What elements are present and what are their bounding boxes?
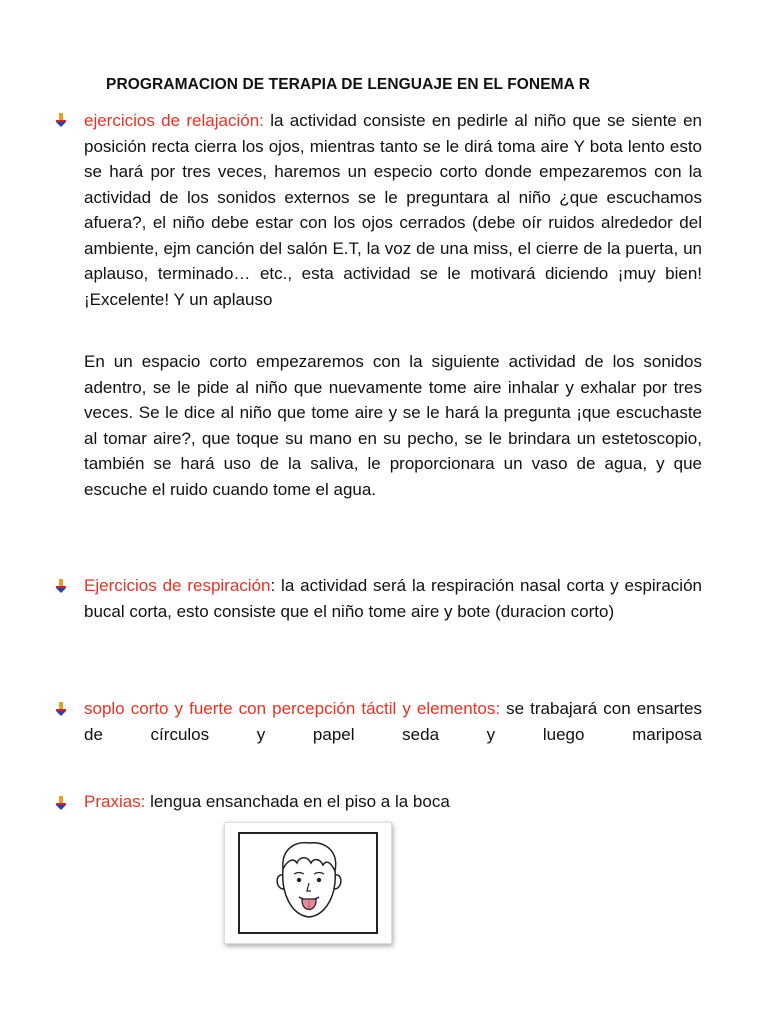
- section-label: Ejercicios de respiración: [84, 576, 271, 595]
- section-relajacion: [84, 108, 702, 312]
- section-praxias: [84, 789, 702, 815]
- document-title: PROGRAMACION DE TERAPIA DE LENGUAJE EN EL FONEMA R: [106, 76, 591, 93]
- arrow-down-bullet-icon: [56, 796, 68, 810]
- section-label: soplo corto y fuerte con percepción táctil y elementos:: [84, 699, 501, 718]
- arrow-down-bullet-icon: [56, 579, 68, 593]
- section-label: Praxias:: [84, 792, 146, 811]
- section-soplo: [84, 696, 702, 747]
- section-label: ejercicios de relajación:: [84, 111, 264, 130]
- section-text: la actividad consiste en pedirle al niño que se siente en posición recta cierra los ojos, mientras tanto se le dirá toma aire Y bota lento esto se hará por tres veces, haremos un especio corto donde empezaremos con la actividad de los sonidos externos se le preguntara al niño ¿que escuchamos afuera?, el niño debe estar con los ojos cerrados (debe oír ruidos alrededor del ambiente, ejm canción del salón E.T, la voz de una miss, el cierre de la puerta, un aplauso, terminado… etc., esta actividad se le motivará diciendo ¡muy bien! ¡Excelente! Y un aplauso: [84, 111, 702, 309]
- illustration-frame: [224, 822, 392, 944]
- section-text: se trabajará con ensartes de círculos y papel seda y luego mariposa: [84, 699, 702, 744]
- section-respiracion: [84, 573, 702, 624]
- section-text: lengua ensanchada en el piso a la boca: [145, 792, 450, 811]
- arrow-down-bullet-icon: [56, 702, 68, 716]
- child-face-tongue-out-drawing: [225, 823, 391, 943]
- arrow-down-bullet-icon: [56, 113, 68, 127]
- paragraph-sonidos-adentro: En un espacio corto empezaremos con la siguiente actividad de los sonidos adentro, se le pide al niño que nuevamente tome aire inhalar y exhalar por tres veces. Se le dice al niño que tome aire y se le hará la pregunta ¡que escuchaste al tomar aire?, que toque su mano en su pecho, se le brindara un estetoscopio, también se hará uso de la saliva, le proporcionara un vaso de agua, y que escuche el ruido cuando tome el agua.: [84, 352, 702, 499]
- section-text: : la actividad será la respiración nasal corta y espiración bucal corta, esto consiste que el niño tome aire y bote (duracion corto): [84, 576, 702, 621]
